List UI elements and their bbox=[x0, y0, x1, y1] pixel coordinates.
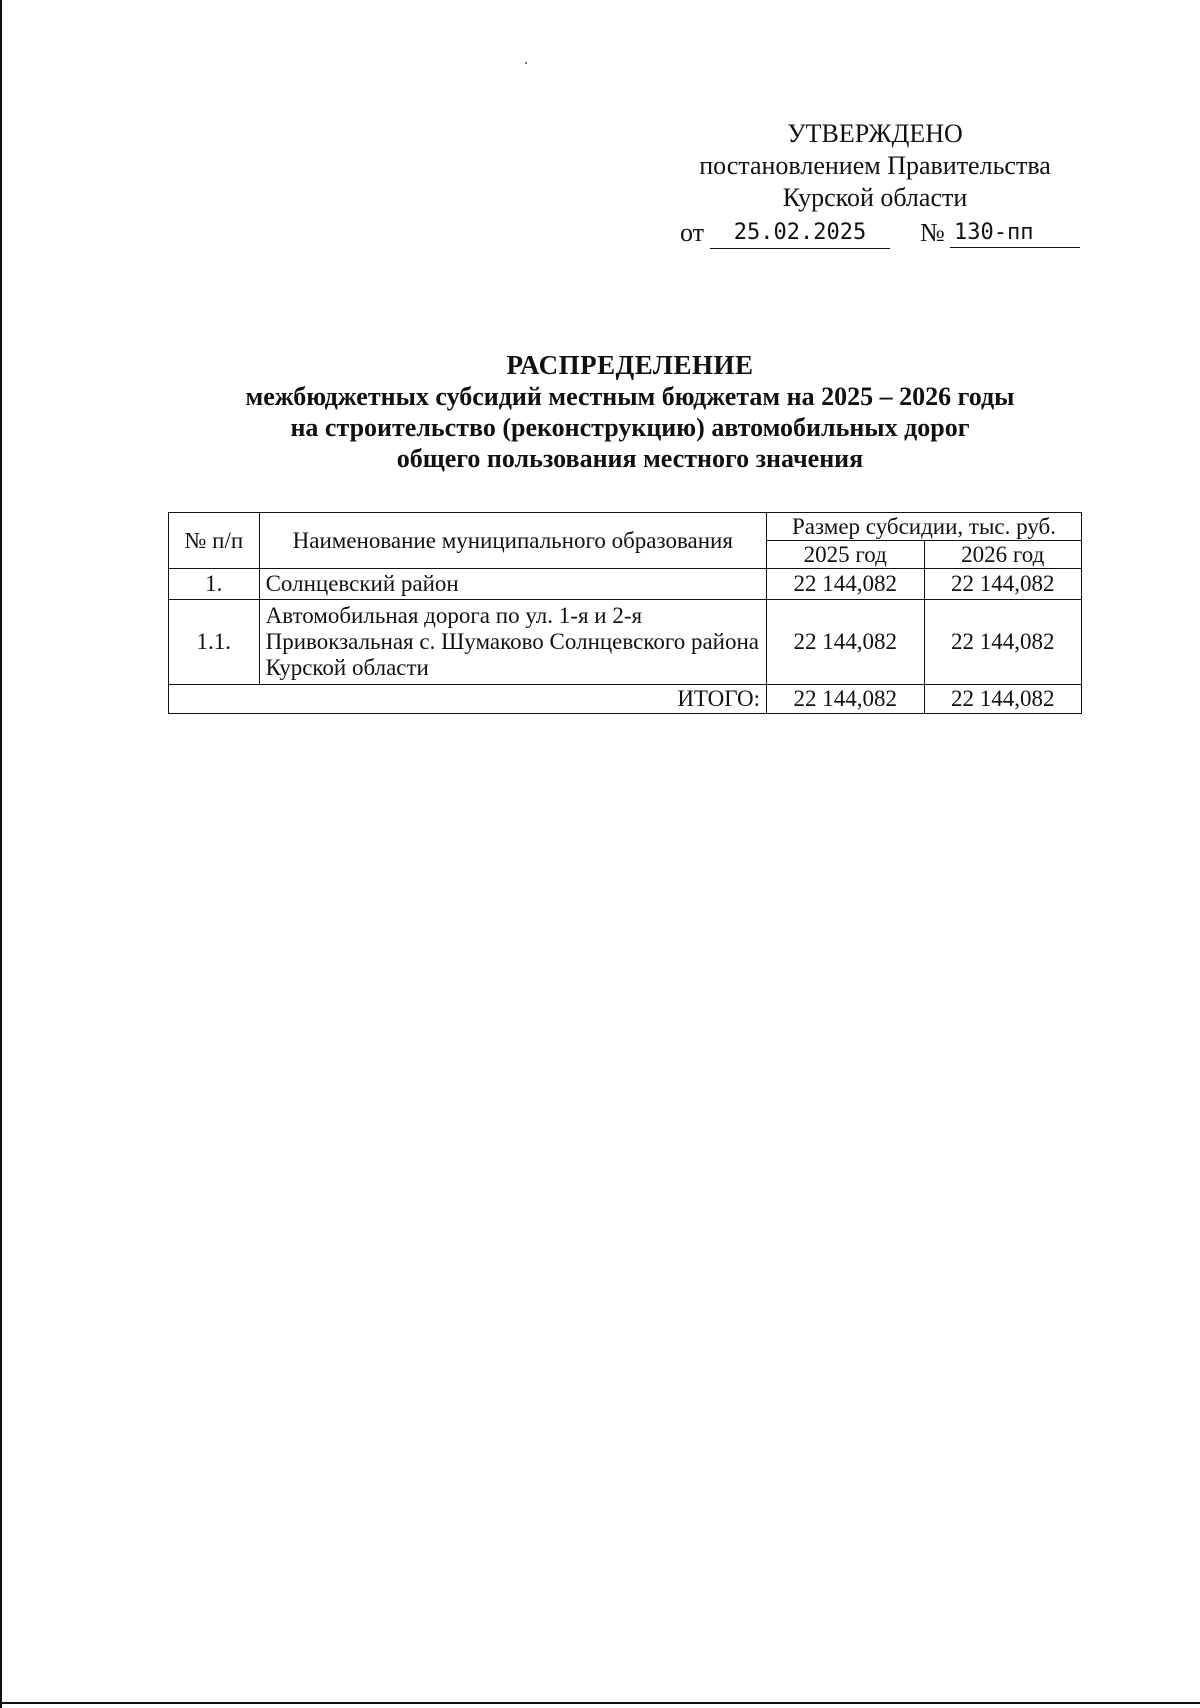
approval-number: 130-пп bbox=[950, 218, 1080, 248]
table-total-row bbox=[169, 685, 1082, 714]
approval-region: Курской области bbox=[782, 183, 968, 212]
row-name: Автомобильная дорога по ул. 1-я и 2-я Привокзальная с. Шумаково Солнцевского района Курской области bbox=[259, 600, 766, 685]
approval-date-line bbox=[680, 218, 1080, 252]
approval-authority: постановлением Правительства bbox=[699, 151, 1051, 180]
header-num: № п/п bbox=[169, 513, 260, 569]
title-line-3: общего пользования местного значения bbox=[396, 444, 864, 473]
total-2025: 22 144,082 bbox=[767, 685, 924, 714]
approval-stamp bbox=[660, 118, 1090, 214]
approval-heading: УТВЕРЖДЕНО bbox=[787, 119, 963, 148]
scan-speck bbox=[525, 62, 527, 64]
row-num: 1.1. bbox=[169, 600, 260, 685]
title-line-2: на строительство (реконструкцию) автомобильных дорог bbox=[290, 413, 970, 442]
from-label: от bbox=[680, 218, 705, 247]
table-row bbox=[169, 600, 1082, 685]
table-row bbox=[169, 569, 1082, 600]
number-label: № bbox=[920, 218, 945, 247]
title-line-1: межбюджетных субсидий местным бюджетам на 2025 – 2026 годы bbox=[245, 382, 1015, 411]
row-2025: 22 144,082 bbox=[767, 569, 924, 600]
header-amount: Размер субсидии, тыс. руб. bbox=[767, 513, 1082, 541]
row-num: 1. bbox=[169, 569, 260, 600]
subsidy-table bbox=[168, 512, 1082, 714]
title-main: РАСПРЕДЕЛЕНИЕ bbox=[506, 350, 754, 380]
scan-bottom-edge bbox=[0, 1702, 1200, 1704]
row-2026: 22 144,082 bbox=[924, 569, 1082, 600]
total-label: ИТОГО: bbox=[169, 685, 767, 714]
row-2026: 22 144,082 bbox=[924, 600, 1082, 685]
table-header-row bbox=[169, 513, 1082, 541]
header-name: Наименование муниципального образования bbox=[259, 513, 766, 569]
header-2026: 2026 год bbox=[924, 541, 1082, 569]
header-2025: 2025 год bbox=[767, 541, 924, 569]
document-title bbox=[150, 350, 1110, 474]
row-2025: 22 144,082 bbox=[767, 600, 924, 685]
scan-left-edge bbox=[0, 0, 2, 1708]
approval-date: 25.02.2025 bbox=[710, 218, 890, 249]
row-name: Солнцевский район bbox=[259, 569, 766, 600]
total-2026: 22 144,082 bbox=[924, 685, 1082, 714]
